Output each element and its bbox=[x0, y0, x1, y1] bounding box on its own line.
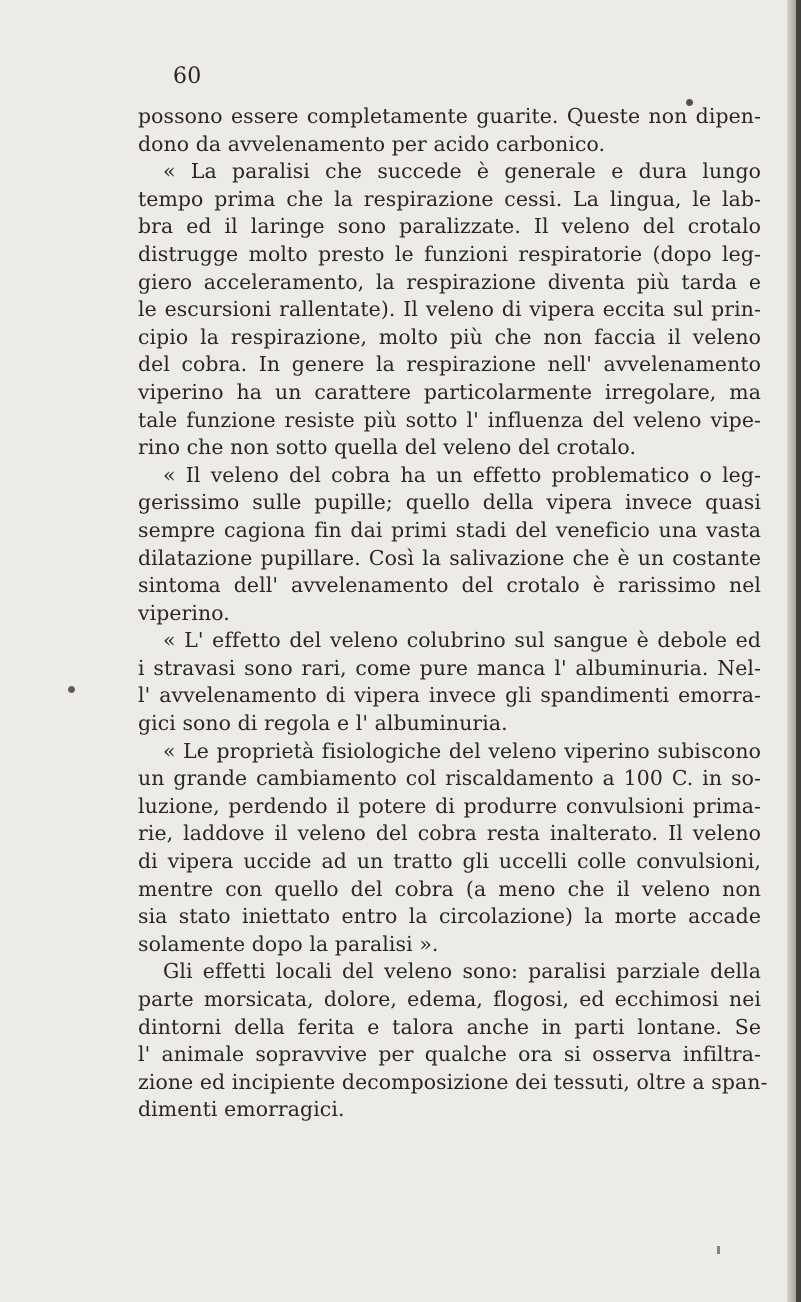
text-line: bra ed il laringe sono paralizzate. Il veleno del crotalo bbox=[138, 214, 761, 239]
text-line: viperino. bbox=[138, 600, 230, 625]
text-line: parte morsicata, dolore, edema, flogosi, ed ecchimosi nei bbox=[138, 987, 761, 1011]
text-line: sintoma dell' avvelenamento del crotalo è rarissimo nel bbox=[138, 573, 761, 598]
text-line: dintorni della ferita e talora anche in parti lontane. Se bbox=[138, 1014, 761, 1039]
text-line: dilatazione pupillare. Così la salivazione che è un costante bbox=[138, 545, 761, 570]
body-text bbox=[138, 103, 768, 1124]
text-line: zione ed incipiente decomposizione dei tessuti, oltre a span- bbox=[138, 1069, 768, 1094]
text-line: gerissimo sulle pupille; quello della vipera invece quasi bbox=[138, 490, 761, 515]
text-line: solamente dopo la paralisi ». bbox=[138, 931, 439, 956]
text-line: giero acceleramento, la respirazione diventa più tarda e bbox=[138, 269, 761, 294]
text-line: del cobra. In genere la respirazione nell' avvelenamento bbox=[138, 352, 761, 377]
text-line: Gli effetti locali del veleno sono: paralisi parziale della bbox=[163, 959, 761, 984]
text-line: rino che non sotto quella del veleno del crotalo. bbox=[138, 435, 637, 460]
text-line: sia stato iniettato entro la circolazione) la morte accade bbox=[138, 904, 761, 929]
text-line: mentre con quello del cobra (a meno che il veleno non bbox=[138, 876, 761, 901]
text-line: luzione, perdendo il potere di produrre convulsioni prima- bbox=[138, 793, 761, 818]
text-line: tale funzione resiste più sotto l' influenza del veleno vipe- bbox=[138, 407, 761, 432]
margin-dot-mark bbox=[68, 686, 75, 693]
text-line: « La paralisi che succede è generale e dura lungo bbox=[163, 159, 761, 184]
text-line: « L' effetto del veleno colubrino sul sangue è debole ed bbox=[163, 628, 761, 653]
text-line: tempo prima che la respirazione cessi. La lingua, le lab- bbox=[138, 186, 761, 211]
text-line: « Il veleno del cobra ha un effetto problematico o leg- bbox=[163, 462, 761, 487]
text-line: dono da avvelenamento per acido carbonico. bbox=[138, 131, 606, 156]
text-line: le escursioni rallentate). Il veleno di vipera eccita sul prin- bbox=[138, 297, 761, 322]
text-line: possono essere completamente guarite. Queste non dipen- bbox=[138, 104, 761, 128]
text-line: l' avvelenamento di vipera invece gli spandimenti emorra- bbox=[138, 683, 761, 708]
text-line: cipio la respirazione, molto più che non faccia il veleno bbox=[138, 324, 761, 349]
page-number: 60 bbox=[173, 64, 202, 89]
text-line: rie, laddove il veleno del cobra resta inalterato. Il veleno bbox=[138, 821, 761, 846]
text-line: viperino ha un carattere particolarmente irregolare, ma bbox=[138, 379, 761, 404]
text-line: i stravasi sono rari, come pure manca l' albuminuria. Nel- bbox=[138, 655, 761, 680]
text-line: « Le proprietà fisiologiche del veleno viperino subiscono bbox=[163, 738, 761, 763]
text-line: distrugge molto presto le funzioni respiratorie (dopo leg- bbox=[138, 241, 761, 266]
text-line: sempre cagiona fin dai primi stadi del veneficio una vasta bbox=[138, 517, 761, 542]
text-line: gici sono di regola e l' albuminuria. bbox=[138, 711, 508, 736]
text-line: l' animale sopravvive per qualche ora si osserva infiltra- bbox=[138, 1042, 761, 1067]
bottom-ink-mark bbox=[717, 1246, 720, 1254]
page-edge-dark-strip bbox=[796, 0, 801, 1302]
text-line: di vipera uccide ad un tratto gli uccelli colle convulsioni, bbox=[138, 849, 761, 874]
text-line: dimenti emorragici. bbox=[138, 1097, 345, 1122]
text-line: un grande cambiamento col riscaldamento a 100 C. in so- bbox=[138, 766, 761, 791]
